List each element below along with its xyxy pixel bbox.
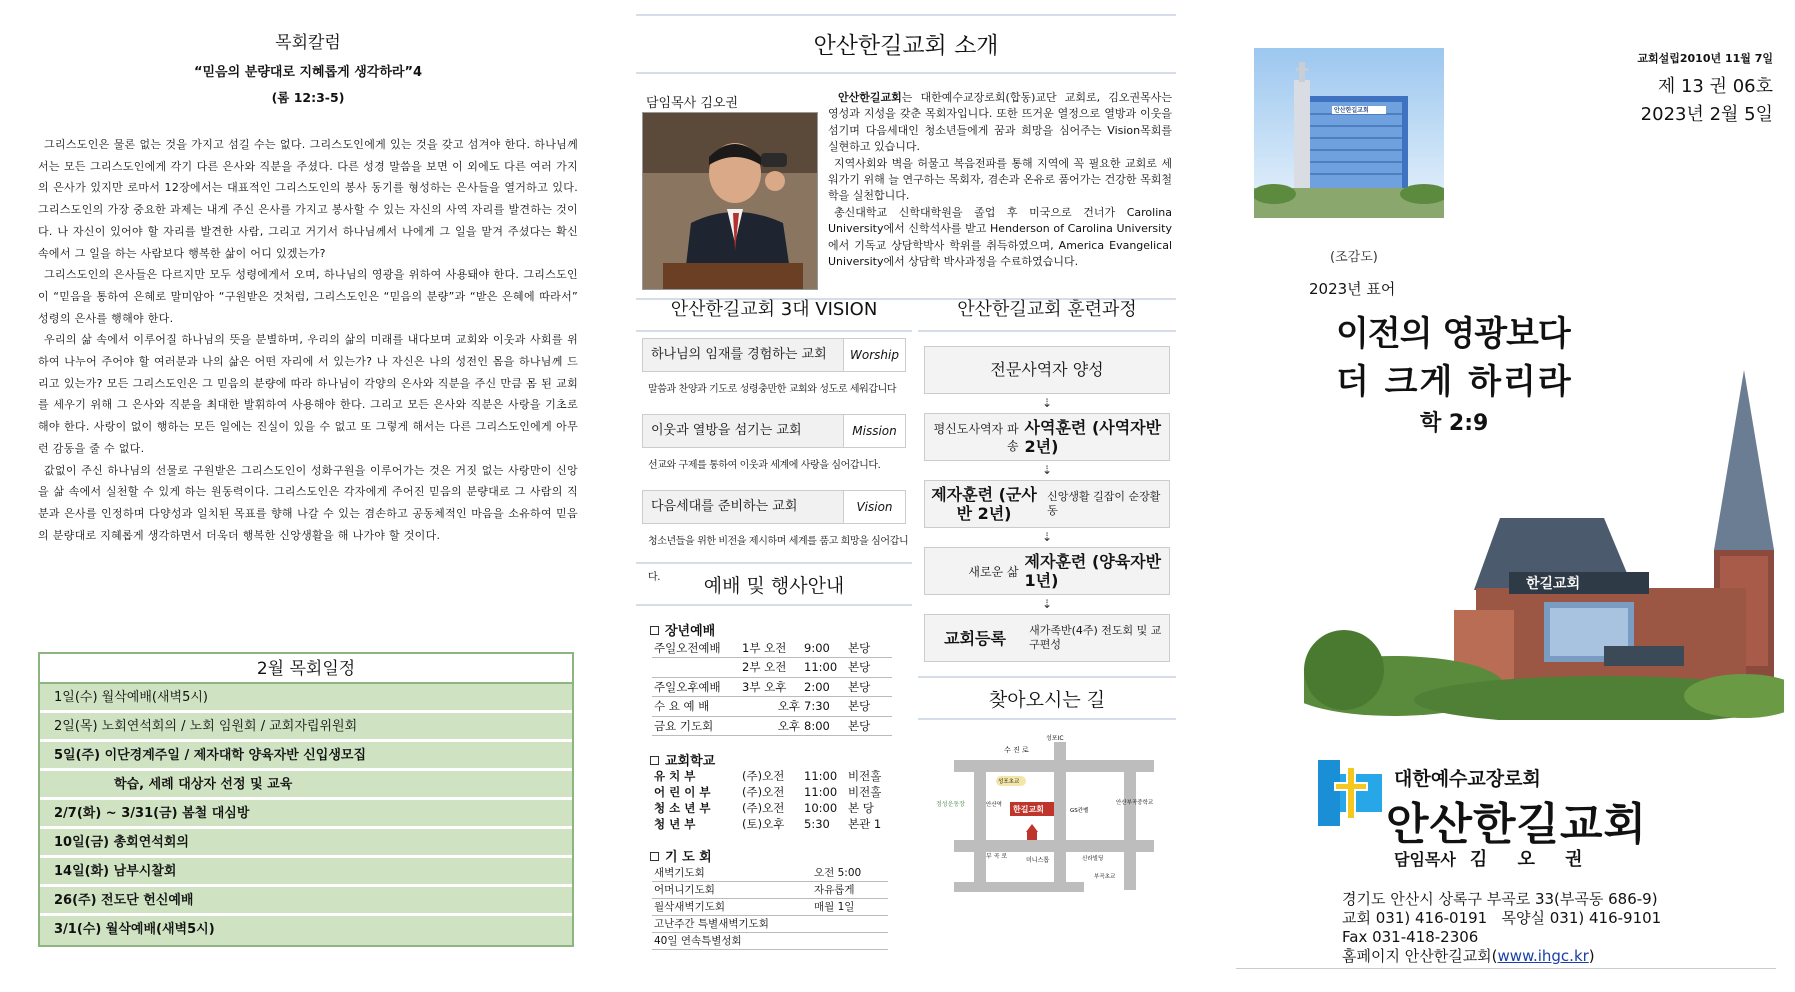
prayer-table bbox=[652, 864, 888, 950]
arrow-down-icon: ⇣ bbox=[1041, 530, 1053, 544]
column-reference: (롬 12:3-5) bbox=[271, 90, 345, 105]
issue-number: 제 13 권 06호 bbox=[1657, 76, 1773, 97]
address: 경기도 안산시 상록구 부곡로 33(부곡동 686-9) bbox=[1342, 890, 1658, 908]
intro-text-2: 지역사회와 벽을 허물고 복음전파를 통해 지역에 꼭 필요한 교회로 세워가기 위해 늘 연구하는 목회자, 겸손과 온유로 품어가는 건강한 목회철학을 실천합니다. bbox=[828, 156, 1172, 203]
church-photo bbox=[1304, 370, 1784, 720]
square-bullet-icon bbox=[650, 756, 659, 765]
intro-text bbox=[828, 90, 1172, 270]
table-row: 2부 오전 11:00 본당 bbox=[652, 658, 892, 678]
pastor-label: 담임목사 김오권 bbox=[646, 96, 739, 111]
training-step-label: 신앙생활 길잡이 순장활동 bbox=[1047, 490, 1161, 517]
motto-reference: 학 2:9 bbox=[1420, 411, 1489, 436]
table-row: 청 년 부 (토)오후 5:30 본관 1 bbox=[654, 817, 882, 831]
arrow-down-icon: ⇣ bbox=[1041, 463, 1053, 477]
vision-item bbox=[642, 338, 906, 372]
training-step-course: 사역훈련 (사역자반 2년) bbox=[1024, 418, 1162, 456]
intro-box bbox=[636, 74, 1176, 300]
table-row: 40일 연속특별성회 bbox=[652, 932, 888, 949]
schedule-row: 14일(화) 남부시찰회 bbox=[40, 858, 572, 887]
vision-item-desc: 청소년들을 위한 비전을 제시하며 세계를 품고 희망을 심어갑니다. bbox=[648, 536, 909, 583]
map-label: 한길교회 bbox=[1013, 805, 1044, 814]
building-rendering bbox=[1254, 48, 1444, 218]
map-label: 신라빌딩 bbox=[1082, 856, 1104, 862]
training-step bbox=[924, 413, 1170, 461]
arrow-down-icon: ⇣ bbox=[1041, 396, 1053, 410]
pastor-name: 김 오 권 bbox=[1469, 849, 1595, 870]
map-label: 정성운동장 bbox=[936, 801, 965, 808]
intro-text-3: 총신대학교 신학대학원을 졸업 후 미국으로 건너가 Carolina University에서 신학석사를 받고 Henderson of Carolina University에서 기독교 상담학박사 학위를 취득하였으며, America Evangelical University에서 상담학 박사과정을 수료하였습니다. bbox=[828, 205, 1172, 269]
map-label: 수 진 로 bbox=[1004, 746, 1029, 754]
pastor-column-section bbox=[38, 0, 578, 992]
map-label: 성포초교 bbox=[998, 779, 1020, 785]
fax: Fax 031-418-2306 bbox=[1342, 928, 1479, 946]
sunday-worship-heading: 장년예배 bbox=[636, 620, 912, 638]
map-title: 찾아오시는 길 bbox=[918, 676, 1176, 720]
pastor-prefix: 담임목사 bbox=[1394, 850, 1456, 869]
motto-line-2: 더 크게 하리라 bbox=[1336, 362, 1573, 402]
prayer-heading: 기 도 회 bbox=[636, 846, 912, 864]
column-title: 목회칼럼 bbox=[275, 33, 341, 53]
vision-item-label: 이웃과 열방을 섬기는 교회 bbox=[651, 423, 802, 438]
square-bullet-icon bbox=[650, 852, 659, 861]
table-row: 월삭새벽기도회 매월 1일 bbox=[652, 898, 888, 915]
table-row: 고난주간 특별새벽기도회 bbox=[652, 915, 888, 932]
intro-church-name: 안산한길교회 bbox=[838, 91, 902, 104]
church-name: 안산한길교회 bbox=[1386, 799, 1648, 850]
vision-section bbox=[636, 288, 912, 950]
vision-item-en: Vision bbox=[843, 491, 905, 523]
schedule-row: 5일(주) 이단경계주일 / 제자대학 양육자반 신입생모집 bbox=[40, 742, 572, 771]
table-row: 새벽기도회 오전 5:00 bbox=[652, 864, 888, 881]
vision-item bbox=[642, 414, 906, 448]
schedule-row: 3/1(수) 월삭예배(새벽5시) bbox=[40, 916, 572, 945]
homepage: 홈페이지 안산한길교회(www.ihgc.kr) bbox=[1342, 947, 1595, 965]
motto-label: 2023년 표어 bbox=[1309, 280, 1396, 298]
map-label: 부 곡 로 bbox=[986, 853, 1008, 860]
intro-text-1: 는 대한예수교장로회(합동)교단 교회로, 김오권목사는 영성과 지성을 갖춘 목회자입니다. 또한 뜨거운 열정으로 열방과 이웃을 섬기며 다음세대인 청소년들에게 꿈과 희망을 심어주는 Vision목회를 실현하고 있습니다. bbox=[828, 91, 1172, 154]
map-label: 부곡초교 bbox=[1094, 874, 1116, 880]
training-step-course: 교회등록 bbox=[944, 628, 1006, 648]
divider bbox=[1236, 968, 1776, 969]
map-label: GS칸벨 bbox=[1070, 808, 1089, 814]
column-paragraph: 값없이 주신 하나님의 선물로 구원받은 그리스도인이 성화구원을 이루어가는 것은 거짓 없는 사랑만이 신앙을 삶 속에서 실천할 수 있게 하는 원동력이다. 그리스도인은 각자에게 주어진 믿음의 분량대로 그 사람의 직분과 은사를 인정하며 다양성과 일치된 목표를 향해 나갈 수 있는 겸손하고 공동체적인 마음을 소유하여 믿음의 분량대로 지혜롭게 생각하면서 더욱더 행복한 신앙생활을 해 나가야 할 것이다. bbox=[38, 463, 578, 542]
schedule-row: 2일(목) 노회연석회의 / 노회 임원회 / 교회자립위원회 bbox=[40, 713, 572, 742]
motto-line-1: 이전의 영광보다 bbox=[1336, 314, 1570, 354]
table-row: 금요 기도회 오후 8:00 본당 bbox=[652, 716, 892, 736]
column-paragraph: 그리스도인은 물론 없는 것을 가지고 섬길 수는 없다. 그리스도인에게 있는 것을 갖고 섬겨야 한다. 하나님께서는 모든 그리스도인에게 각기 다른 은사와 직분을 주셨다. 다른 성경 말씀을 보면 이 외에도 다른 여러 가지의 은사가 있지만 로마서 12장에서는 대표적인 그리스도인의 봉사 동기를 형성하는 은사들을 열거하고 있다. 그리스도인의 가장 중요한 과제는 내게 주신 은사를 가지고 봉사할 수 있는 자신의 사역 자리를 발견하는 것이다. 나 자신이 있어야 할 자리를 발견한 사람, 그리고 거기서 하나님께서 나에게 그 일을 맡겨 주셨다는 확신 속에서 그 일을 하는 사람보다 행복한 삶이 어디 있겠는가? bbox=[38, 138, 578, 260]
vision-title: 안산한길교회 3대 VISION bbox=[636, 288, 912, 332]
map-label: 안산부곡중학교 bbox=[1116, 800, 1154, 806]
vision-item-en: Worship bbox=[843, 339, 905, 371]
training-step-label: 평신도사역자 파송 bbox=[933, 422, 1019, 453]
vision-item-label: 하나님의 임재를 경험하는 교회 bbox=[651, 347, 827, 362]
schedule-row: 학습, 세례 대상자 선정 및 교육 bbox=[40, 771, 572, 800]
denomination: 대한예수교장로회 bbox=[1394, 768, 1541, 790]
column-subtitle: “믿음의 분량대로 지혜롭게 생각하라”4 bbox=[193, 65, 423, 80]
table-row: 어 린 이 부 (주)오전 11:00 비전홀 bbox=[654, 785, 882, 799]
arrow-down-icon: ⇣ bbox=[1041, 597, 1053, 611]
vision-item-desc: 말씀과 찬양과 기도로 성령충만한 교회와 성도로 세워갑니다 bbox=[648, 384, 897, 395]
table-row: 주일오전예배 1부 오전 9:00 본당 bbox=[652, 638, 892, 658]
schedule-row: 1일(수) 월삭예배(새벽5시) bbox=[40, 684, 572, 713]
schedule-title: 2월 목회일정 bbox=[40, 654, 572, 684]
phone: 교회 031) 416-0191 목양실 031) 416-9101 bbox=[1342, 909, 1662, 927]
table-row: 주일오후예배 3부 오후 2:00 본당 bbox=[652, 677, 892, 697]
table-row: 어머니기도회 자유롭게 bbox=[652, 881, 888, 898]
issue-date: 2023년 2월 5일 bbox=[1640, 104, 1773, 125]
building-sign: 안산한길교회 bbox=[1334, 107, 1369, 114]
schedule-row: 26(주) 전도단 헌신예배 bbox=[40, 887, 572, 916]
pastor-photo bbox=[642, 112, 818, 290]
worship-title: 예배 및 행사안내 bbox=[636, 562, 912, 606]
vision-item bbox=[642, 490, 906, 524]
training-step-course: 제자훈련 (양육자반 1년) bbox=[1024, 552, 1162, 590]
vision-item-label: 다음세대를 준비하는 교회 bbox=[651, 499, 798, 514]
intro-title: 안산한길교회 소개 bbox=[636, 14, 1176, 74]
column-paragraph: 우리의 삶 속에서 이루어질 하나님의 뜻을 분별하며, 우리의 삶의 미래를 내다보며 교회와 이웃과 사회를 위하여 나누어 주어야 할 여러분과 나의 삶은 어떤 자리에 서 있는가? 나 자신은 나의 성전인 몸을 하나님께 드리고 있는가? 모든 그리스도인은 그 믿음의 분량에 따라 하나님이 각양의 은사와 직분을 주신 만큼 몸 된 교회를 세우기 위해 그 은사와 직분을 최대한 발휘하여 사용해야 한다. 그리고 모든 은사와 직분은 사랑을 기초로 해야 한다. 사랑이 없이 행하는 모든 일에는 진실이 있을 수 없고 또 그렇게 해서는 다른 그리스도인에게 아무런 감동을 줄 수 없다. bbox=[38, 333, 578, 455]
map-label: 성포IC bbox=[1046, 735, 1064, 742]
schedule-row: 10일(금) 총회연석회의 bbox=[40, 829, 572, 858]
church-info-section bbox=[636, 0, 1176, 992]
location-map bbox=[934, 732, 1160, 900]
founded-date: 교회설립2010년 11월 7일 bbox=[1637, 52, 1773, 65]
monthly-schedule bbox=[38, 652, 574, 947]
training-step bbox=[924, 614, 1170, 662]
training-step bbox=[924, 480, 1170, 528]
school-table bbox=[652, 768, 892, 832]
training-step-course: 제자훈련 (군사반 2년) bbox=[931, 485, 1037, 523]
table-row: 청 소 년 부 (주)오전 10:00 본 당 bbox=[654, 801, 874, 815]
church-sign: 한길교회 bbox=[1526, 576, 1581, 592]
training-title: 안산한길교회 훈련과정 bbox=[918, 288, 1176, 332]
homepage-link[interactable]: www.ihgc.kr bbox=[1497, 947, 1589, 965]
church-logo-icon bbox=[1318, 760, 1382, 826]
training-step-label: 새가족반(4주) 전도회 및 교 구편성 bbox=[1029, 624, 1162, 651]
training-section bbox=[918, 288, 1176, 900]
vision-item-desc: 선교와 구제를 통하여 이웃과 세계에 사랑을 심어갑니다. bbox=[648, 460, 881, 471]
schedule-row: 2/7(화) ~ 3/31(금) 봄철 대심방 bbox=[40, 800, 572, 829]
column-body bbox=[38, 134, 578, 546]
pastor-line bbox=[1394, 845, 1595, 871]
table-row: 수 요 예 배 오후 7:30 본당 bbox=[652, 697, 892, 717]
training-step: 전문사역자 양성 bbox=[924, 346, 1170, 394]
square-bullet-icon bbox=[650, 626, 659, 635]
table-row: 유 치 부 (주)오전 11:00 비전홀 bbox=[654, 769, 882, 783]
school-heading: 교회학교 bbox=[636, 750, 912, 768]
column-paragraph: 그리스도인의 은사들은 다르지만 모두 성령에게서 오며, 하나님의 영광을 위하여 사용돼야 한다. 그리스도인이 “믿음을 통하여 은혜로 말미암아 “구원받은 것처럼, 그리스도인은 “믿음의 분량”과 “받은 은혜에 따라서” 성령의 은사를 행해야 한다. bbox=[38, 268, 578, 325]
vision-item-en: Mission bbox=[843, 415, 905, 447]
contact-info bbox=[1342, 890, 1661, 966]
training-step-label: 새로운 삶 bbox=[968, 564, 1019, 579]
map-label: 안산역 bbox=[986, 802, 1002, 808]
front-cover-section bbox=[1236, 0, 1795, 992]
sunday-worship-table bbox=[652, 638, 892, 736]
map-label: 미니스톱 bbox=[1026, 857, 1050, 864]
training-step bbox=[924, 547, 1170, 595]
rendering-caption: (조감도) bbox=[1330, 250, 1378, 265]
